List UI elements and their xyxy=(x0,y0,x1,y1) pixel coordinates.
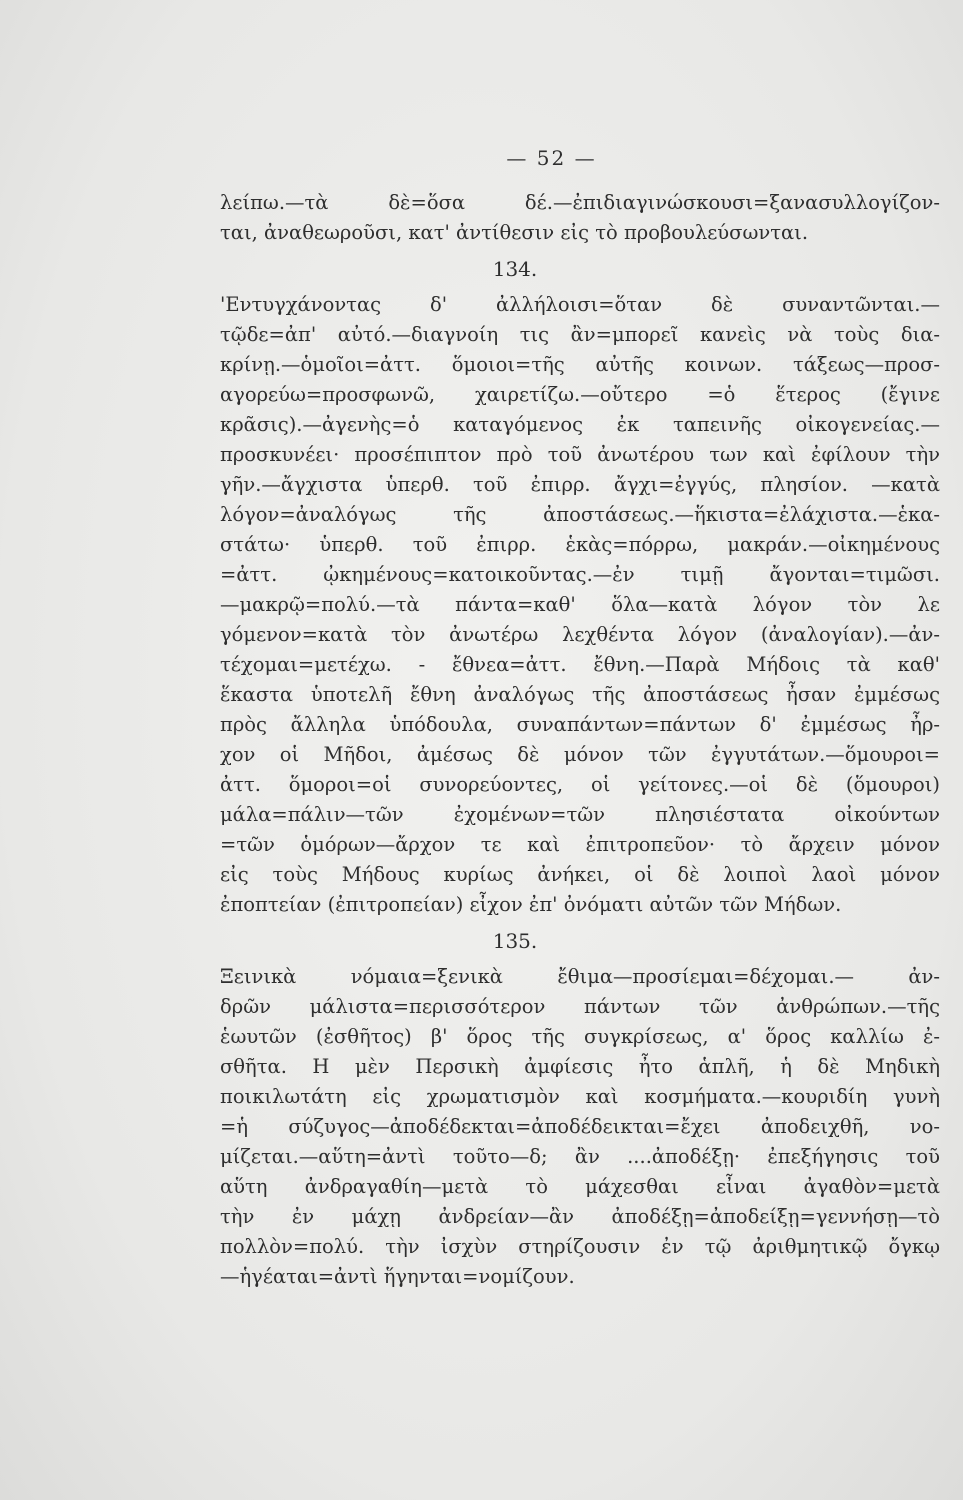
text-line: ται, ἀναθεωροῦσι, κατ' ἀντίθεσιν εἰς τὸ προβουλεύσωνται. xyxy=(220,221,809,244)
text-line: λείπω.—τὰ δὲ=ὅσα δέ.—ἐπιδιαγινώσκουσι=ξανασυλλογίζον- xyxy=(220,191,940,214)
text-line: τῷδε=ἀπ' αὐτό.—διαγνοίη τις ἂν=μπορεῖ κανεὶς νὰ τοὺς δια- xyxy=(220,323,940,346)
text-line: —ἡγέαται=ἀντὶ ἥγηνται=νομίζουν. xyxy=(220,1265,575,1288)
text-line: ἑωυτῶν (ἐσθῆτος) β' ὅρος τῆς συγκρίσεως, α' ὅρος καλλίω ἐ- xyxy=(220,1025,940,1048)
text-line: τέχομαι=μετέχω. - ἔθνεα=ἀττ. ἔθνη.—Παρὰ Μήδοις τὰ καθ' xyxy=(220,653,940,676)
text-line: τὴν ἐν μάχῃ ἀνδρείαν—ἂν ἀποδέξῃ=ἀποδείξῃ=γεννήσῃ—τὸ xyxy=(220,1205,940,1228)
text-line: =ἀττ. ᾠκημένους=κατοικοῦντας.—ἐν τιμῇ ἄγονται=τιμῶσι. xyxy=(220,563,940,586)
text-line: αγορεύω=προσφωνῶ, χαιρετίζω.—οὔτερο =ὁ ἕτερος (ἔγινε xyxy=(220,383,940,406)
text-line: λόγον=ἀναλόγως τῆς ἀποστάσεως.—ἥκιστα=ἐλάχιστα.—ἑκα- xyxy=(220,503,940,526)
text-line: γόμενον=κατὰ τὸν ἀνωτέρω λεχθέντα λόγον (ἀναλογίαν).—ἀν- xyxy=(220,623,940,646)
page-number: — 52 — xyxy=(506,146,597,170)
text-line: μίζεται.—αὕτη=ἀντὶ τοῦτο—δ; ἂν ....ἀποδέξῃ· ἐπεξήγησις τοῦ xyxy=(220,1145,940,1168)
text-line: μάλα=πάλιν—τῶν ἐχομένων=τῶν πλησιέστατα οἰκούντων xyxy=(220,803,940,826)
text-line: πρὸς ἄλληλα ὑπόδουλα, συναπάντων=πάντων δ' ἐμμέσως ἦρ- xyxy=(220,713,940,736)
text-line: ἀττ. ὅμοροι=οἱ συνορεύοντες, οἱ γείτονες.—οἱ δὲ (ὅμουροι) xyxy=(220,773,940,796)
text-line: =τῶν ὁμόρων—ἄρχον τε καὶ ἐπιτροπεῦον· τὸ ἄρχειν μόνον xyxy=(220,833,940,856)
text-line: 'Εντυγχάνοντας δ' ἀλλήλοισι=ὅταν δὲ συναντῶνται.— xyxy=(220,293,940,316)
text-line: δρῶν μάλιστα=περισσότερον πάντων τῶν ἀνθρώπων.—τῆς xyxy=(220,995,940,1018)
section-number: 135. xyxy=(492,929,538,953)
text-line: ποικιλωτάτη εἰς χρωματισμὸν καὶ κοσμήματα.—κουριδίη γυνὴ xyxy=(220,1085,940,1108)
text-line: πολλὸν=πολύ. τὴν ἰσχὺν στηρίζουσιν ἐν τῷ ἀριθμητικῷ ὄγκῳ xyxy=(220,1235,940,1258)
text-line: ἕκαστα ὑποτελῆ ἔθνη ἀναλόγως τῆς ἀποστάσεως ἦσαν ἐμμέσως xyxy=(220,683,940,706)
text-line: προσκυνέει· προσέπιπτον πρὸ τοῦ ἀνωτέρου των καὶ ἐφίλουν τὴν xyxy=(220,443,940,466)
text-line: σθῆτα. Η μὲν Περσικὴ ἀμφίεσις ἦτο ἁπλῆ, ἡ δὲ Μηδικὴ xyxy=(220,1055,940,1078)
section-number: 134. xyxy=(492,257,538,281)
text-line: εἰς τοὺς Μήδους κυρίως ἀνήκει, οἱ δὲ λοιποὶ λαοὶ μόνον xyxy=(220,863,940,886)
text-line: —μακρῷ=πολύ.—τὰ πάντα=καθ' ὅλα—κατὰ λόγον τὸν λε xyxy=(220,593,940,616)
text-line: =ἡ σύζυγος—ἀποδέδεκται=ἀποδέδεικται=ἔχει ἀποδειχθῆ, νο- xyxy=(220,1115,940,1138)
text-line: ἐποπτείαν (ἐπιτροπείαν) εἶχον ἐπ' ὀνόματι αὐτῶν τῶν Μήδων. xyxy=(220,893,842,916)
text-line: κρίνῃ.—ὁμοῖοι=ἀττ. ὅμοιοι=τῆς αὐτῆς κοινων. τάξεως—προσ- xyxy=(220,353,940,376)
text-line: στάτω· ὑπερθ. τοῦ ἐπιρρ. ἑκὰς=πόρρω, μακράν.—οἰκημένους xyxy=(220,533,940,556)
text-line: κρᾶσις).—ἀγενὴς=ὁ καταγόμενος ἐκ ταπεινῆς οἰκογενείας.— xyxy=(220,413,940,436)
text-line: Ξεινικὰ νόμαια=ξενικὰ ἔθιμα—προσίεμαι=δέχομαι.— ἀν- xyxy=(220,965,940,988)
text-line: χον οἱ Μῆδοι, ἀμέσως δὲ μόνον τῶν ἐγγυτάτων.—ὅμουροι= xyxy=(220,743,940,766)
text-line: γῆν.—ἄγχιστα ὑπερθ. τοῦ ἐπιρρ. ἄγχι=ἐγγύς, πλησίον. —κατὰ xyxy=(220,473,940,496)
text-line: αὕτη ἀνδραγαθίη—μετὰ τὸ μάχεσθαι εἶναι ἀγαθὸν=μετὰ xyxy=(220,1175,940,1198)
commentary-text xyxy=(220,188,940,1292)
